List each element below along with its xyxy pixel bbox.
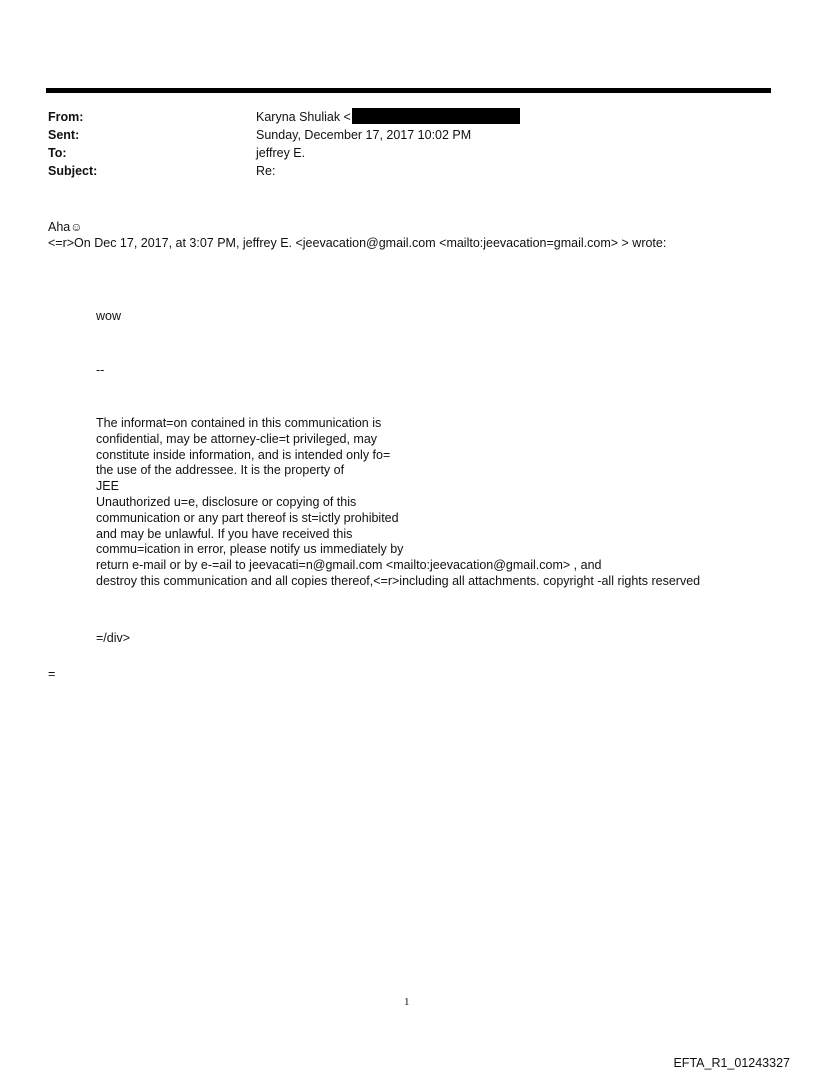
disclaimer-block (96, 416, 700, 590)
disclaimer-line: destroy this communication and all copies thereof,<=r>including all attachments. copyright -all rights reserved (96, 573, 701, 588)
disclaimer-line: commu=ication in error, please notify us immediately by (96, 542, 404, 557)
sent-label: Sent: (48, 128, 80, 142)
trailing-equals: = (48, 667, 56, 681)
quoted-wow: wow (96, 309, 122, 323)
subject-value: Re: (256, 164, 276, 178)
disclaimer-line: the use of the addressee. It is the property of (96, 463, 345, 478)
to-value: jeffrey E. (256, 146, 306, 160)
page-number: 1 (404, 996, 410, 1008)
redaction-bar (352, 108, 520, 124)
bates-number: EFTA_R1_01243327 (673, 1056, 790, 1070)
smiley-icon: ☺ (70, 220, 83, 234)
from-label: From: (48, 110, 84, 124)
signature-dashes: -- (96, 363, 105, 377)
disclaimer-line: JEE (96, 479, 119, 494)
disclaimer-line: Unauthorized u=e, disclosure or copying of this (96, 494, 357, 509)
disclaimer-line: The informat=on contained in this communication is (96, 416, 382, 430)
greeting-line (48, 219, 83, 235)
disclaimer-line: confidential, may be attorney-clie=t privileged, may (96, 431, 378, 446)
disclaimer-line: communication or any part thereof is st=ictly prohibited (96, 510, 399, 525)
disclaimer-line: constitute inside information, and is intended only fo= (96, 447, 391, 462)
sent-value: Sunday, December 17, 2017 10:02 PM (256, 128, 472, 142)
div-close-text: =/div> (96, 631, 131, 645)
disclaimer-line: and may be unlawful. If you have received this (96, 526, 353, 541)
greeting-text: Aha (48, 220, 71, 234)
subject-label: Subject: (48, 164, 98, 178)
disclaimer-line: return e-mail or by e-=ail to jeevacati=n@gmail.com <mailto:jeevacation@gmail.com> , and (96, 558, 602, 573)
quote-line: <=r>On Dec 17, 2017, at 3:07 PM, jeffrey E. <jeevacation@gmail.com <mailto:jeevacation=gmail.com> > wrote: (48, 236, 667, 250)
to-label: To: (48, 146, 67, 160)
from-name: Karyna Shuliak < (256, 110, 351, 124)
header-rule (46, 88, 771, 93)
from-value (256, 108, 520, 126)
